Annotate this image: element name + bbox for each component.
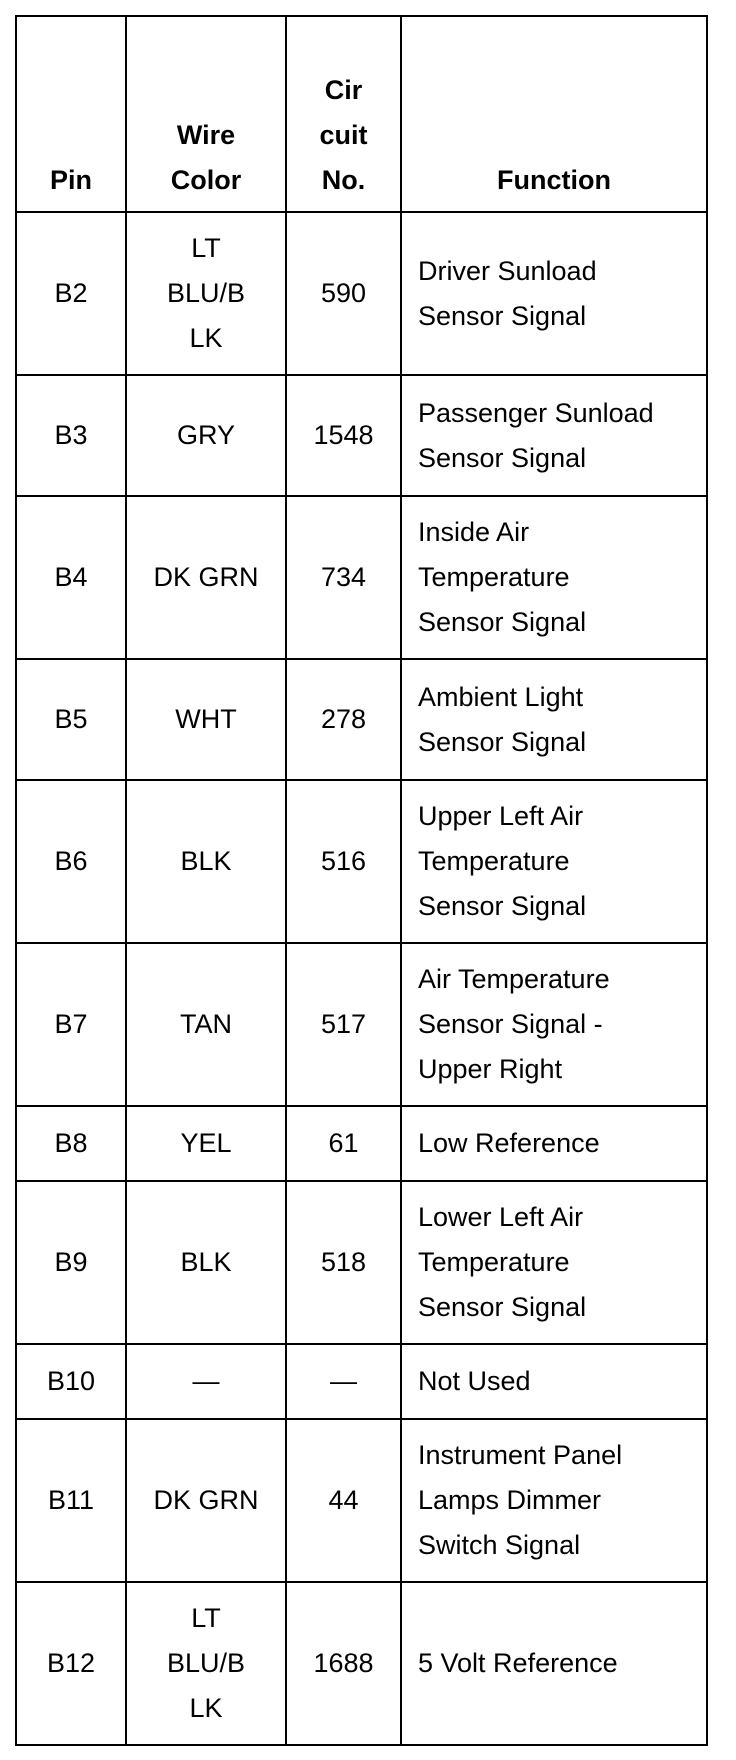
function-cell: 5 Volt Reference	[401, 1582, 707, 1745]
wire-color-cell: DK GRN	[126, 1419, 286, 1582]
wire-color-cell: BLK	[126, 780, 286, 943]
table-row	[16, 943, 707, 1106]
circuit-no-cell: —	[286, 1344, 401, 1419]
wire-color-cell: BLK	[126, 1181, 286, 1344]
pin-cell: B4	[16, 496, 126, 659]
table-row	[16, 1582, 707, 1745]
wire-color-cell: DK GRN	[126, 496, 286, 659]
circuit-no-header: Cir cuit No.	[286, 16, 401, 212]
function-cell: Air Temperature Sensor Signal - Upper Right	[401, 943, 707, 1106]
pin-cell: B10	[16, 1344, 126, 1419]
function-cell: Ambient Light Sensor Signal	[401, 659, 707, 780]
table-row	[16, 659, 707, 780]
circuit-no-cell: 518	[286, 1181, 401, 1344]
table-row	[16, 375, 707, 496]
table-row	[16, 1181, 707, 1344]
table-row	[16, 1419, 707, 1582]
pin-cell: B11	[16, 1419, 126, 1582]
function-cell: Lower Left Air Temperature Sensor Signal	[401, 1181, 707, 1344]
wire-color-cell: TAN	[126, 943, 286, 1106]
wire-color-header: Wire Color	[126, 16, 286, 212]
table-row	[16, 496, 707, 659]
circuit-no-cell: 278	[286, 659, 401, 780]
table-row	[16, 780, 707, 943]
circuit-no-cell: 517	[286, 943, 401, 1106]
function-cell: Inside Air Temperature Sensor Signal	[401, 496, 707, 659]
table-row	[16, 212, 707, 375]
function-cell: Upper Left Air Temperature Sensor Signal	[401, 780, 707, 943]
pin-cell: B5	[16, 659, 126, 780]
circuit-no-cell: 590	[286, 212, 401, 375]
pin-header: Pin	[16, 16, 126, 212]
table-row	[16, 1106, 707, 1181]
wire-color-cell: LT BLU/B LK	[126, 1582, 286, 1745]
wire-color-cell: WHT	[126, 659, 286, 780]
function-cell: Instrument Panel Lamps Dimmer Switch Signal	[401, 1419, 707, 1582]
function-cell: Driver Sunload Sensor Signal	[401, 212, 707, 375]
wire-color-cell: GRY	[126, 375, 286, 496]
pin-cell: B8	[16, 1106, 126, 1181]
pin-cell: B12	[16, 1582, 126, 1745]
circuit-no-cell: 44	[286, 1419, 401, 1582]
wire-color-cell: —	[126, 1344, 286, 1419]
circuit-no-cell: 734	[286, 496, 401, 659]
circuit-no-cell: 1688	[286, 1582, 401, 1745]
function-cell: Low Reference	[401, 1106, 707, 1181]
function-cell: Passenger Sunload Sensor Signal	[401, 375, 707, 496]
function-cell: Not Used	[401, 1344, 707, 1419]
pin-cell: B6	[16, 780, 126, 943]
header-row	[16, 16, 707, 212]
wire-color-cell: LT BLU/B LK	[126, 212, 286, 375]
connector-pinout-table	[15, 15, 708, 1746]
pin-cell: B2	[16, 212, 126, 375]
pin-cell: B9	[16, 1181, 126, 1344]
pin-cell: B7	[16, 943, 126, 1106]
circuit-no-cell: 1548	[286, 375, 401, 496]
circuit-no-cell: 516	[286, 780, 401, 943]
table-row	[16, 1344, 707, 1419]
wire-color-cell: YEL	[126, 1106, 286, 1181]
pin-cell: B3	[16, 375, 126, 496]
function-header: Function	[401, 16, 707, 212]
circuit-no-cell: 61	[286, 1106, 401, 1181]
